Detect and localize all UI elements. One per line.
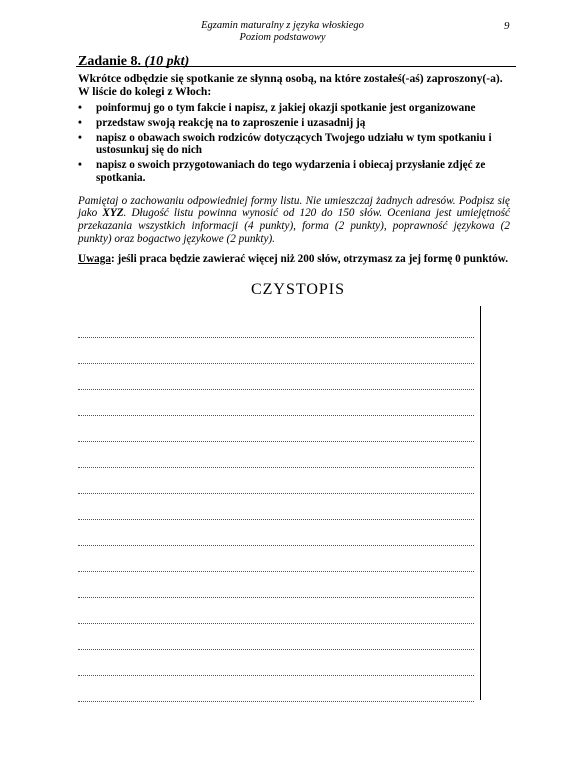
bullet-icon: • [78,131,82,144]
instructions-text-2: . Długość listu powinna wynosić od 120 do 150 słów. Oceniana jest umiejętność przekazania wszystkich informacji (4 punkty), forma (2 punkty), poprawność językowa (2 punkty) oraz bogactwo językowe (2 punkty). [78,207,511,245]
bullet-icon: • [78,116,82,129]
instructions-text-1: Pamiętaj o zachowaniu odpowiedniej formy listu. Nie umieszczaj żadnych adresów. Podpisz się jako [78,194,510,220]
task-bullet [78,159,510,185]
exam-title: Egzamin maturalny z języka włoskiego [201,20,364,31]
answer-line[interactable] [78,312,474,338]
answer-line[interactable] [78,468,474,494]
task-bullet [78,102,510,115]
exam-level: Poziom podstawowy [239,32,326,43]
task-instructions [78,195,510,245]
bullet-icon: • [78,102,82,114]
answer-line[interactable] [78,650,474,676]
section-title: CZYSTOPIS [250,281,346,298]
task-bullet-text: poinformuj go o tym fakcie i napisz, z jakiej okazji spotkanie jest organizowane [96,102,476,114]
examiner-margin [480,306,517,700]
answer-line[interactable] [78,494,474,520]
answer-line[interactable] [78,624,474,650]
answer-line[interactable] [78,598,474,624]
answer-writing-area[interactable] [78,312,474,702]
page-header [0,20,565,52]
task-content [78,54,510,266]
warning-text: : jeśli praca będzie zawierać więcej niż 200 słów, otrzymasz za jej formę 0 punktów. [110,253,509,266]
warning-label: Uwaga [78,253,111,266]
answer-line[interactable] [78,416,474,442]
answer-line[interactable] [78,572,474,598]
task-intro-line1: Wkrótce odbędzie się spotkanie ze słynną osobą, na które zostałeś(-aś) zaproszony(-a). [78,72,503,85]
bullet-icon: • [78,159,82,172]
task-points: (10 pkt) [144,54,190,69]
task-bullet [78,117,510,130]
task-bullet-text: przedstaw swoją reakcję na to zaproszenie i uzasadnij ją [96,116,366,129]
answer-line[interactable] [78,546,474,572]
warning-note [78,253,510,266]
task-bullet-text: napisz o obawach swoich rodziców dotyczących Twojego udziału w tym spotkaniu i ustosunkuj się do nich [96,131,492,157]
task-bullet-list [78,102,510,185]
answer-line[interactable] [78,520,474,546]
answer-line[interactable] [78,390,474,416]
task-intro-line2: W liście do kolegi z Włoch: [78,85,212,98]
signature-placeholder: XYZ [102,207,124,220]
answer-line[interactable] [78,676,474,702]
answer-line[interactable] [78,364,474,390]
page-number: 9 [504,20,510,32]
task-intro [78,72,510,98]
answer-line[interactable] [78,442,474,468]
task-number: Zadanie 8. [78,54,142,69]
task-bullet-text: napisz o swoich przygotowaniach do tego wydarzenia i obiecaj przysłanie zdjęć ze spotkania. [96,159,486,184]
task-title [78,54,510,70]
answer-line[interactable] [78,338,474,364]
task-bullet [78,132,510,158]
